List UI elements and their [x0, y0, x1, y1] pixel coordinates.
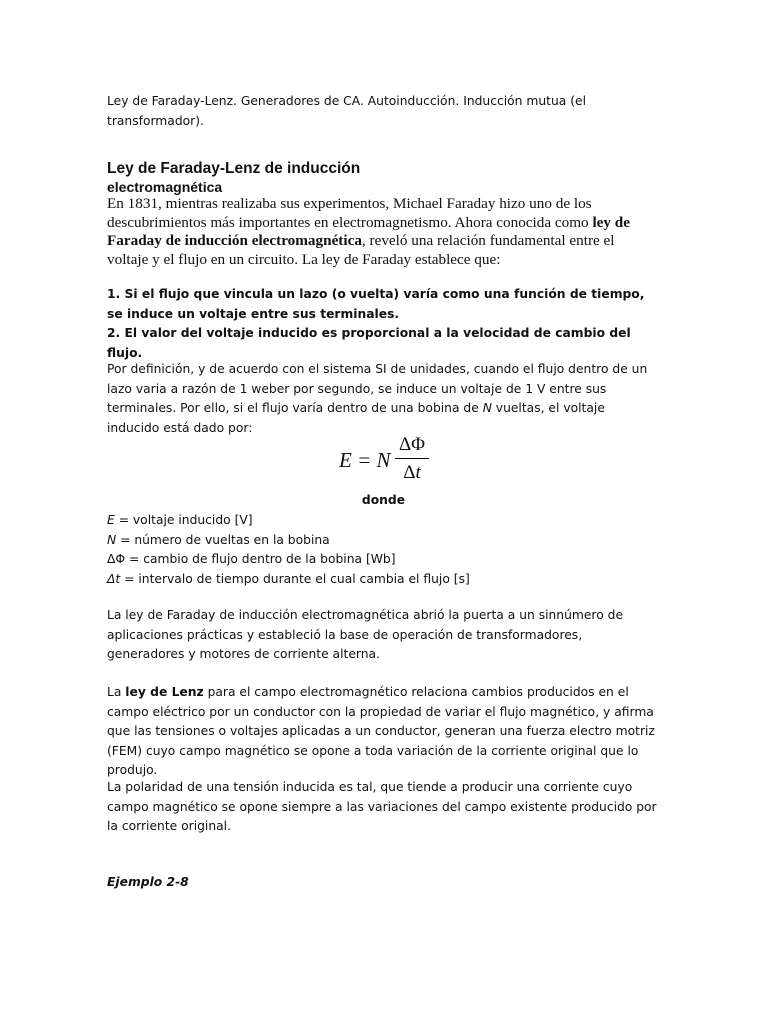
def-n	[107, 531, 667, 551]
faraday-intro-text-end: , reveló una relación fundamental entre el voltaje y el flujo en un circuito. La ley de Faraday establece que:	[107, 232, 615, 268]
rule-2: 2. El valor del voltaje inducido es proporcional a la velocidad de cambio del flujo.	[107, 326, 631, 360]
faraday-intro-text: En 1831, mientras realizaba sus experimentos, Michael Faraday hizo uno de los descubrimientos más importantes en electromagnetismo. Ahora conocida como	[107, 195, 593, 231]
def-e	[107, 511, 667, 531]
def-n-text: = número de vueltas en la bobina	[116, 532, 330, 547]
formula-fraction	[395, 434, 429, 484]
where-label	[107, 491, 660, 511]
applications-paragraph: La ley de Faraday de inducción electromagnética abrió la puerta a un sinnúmero de aplicaciones prácticas y estableció la base de operación de transformadores, generadores y motores de corriente alterna.	[107, 608, 624, 661]
def-delta-phi-symbol: ΔΦ	[107, 552, 126, 566]
section-title-line-2: electromagnética	[107, 179, 223, 195]
fraction-bar	[395, 458, 429, 459]
def-delta-t-symbol: Δt	[107, 571, 121, 586]
formula-lhs: E = N	[339, 448, 391, 472]
si-definition-paragraph	[107, 360, 655, 438]
def-e-symbol: E	[107, 513, 115, 527]
section-title	[107, 160, 667, 197]
denominator-delta: Δ	[403, 462, 416, 484]
lenz-paragraph	[107, 683, 663, 781]
variable-definitions	[107, 511, 667, 589]
def-delta-phi-text: = cambio de flujo dentro de la bobina [Wb]	[125, 552, 396, 566]
rule-1: 1. Si el flujo que vincula un lazo (o vuelta) varía como una función de tiempo, se induce un voltaje entre sus terminales.	[107, 287, 645, 321]
polarity-paragraph: La polaridad de una tensión inducida es tal, que tiende a producir una corriente cuyo campo magnético se opone siempre a las variaciones del campo existente producido por la corriente original.	[107, 780, 657, 833]
example-label: Ejemplo 2-8	[107, 875, 189, 889]
section-title-line-1: Ley de Faraday-Lenz de inducción	[107, 160, 361, 177]
def-delta-t	[107, 570, 667, 590]
faraday-law-name: ley de Faraday de inducción electromagnética	[107, 213, 630, 249]
def-delta-t-text: = intervalo de tiempo durante el cual cambia el flujo [s]	[120, 571, 470, 586]
denominator-var: t	[415, 462, 421, 484]
formula-denominator	[395, 462, 429, 484]
where-label-text: donde	[361, 493, 406, 507]
faraday-formula	[339, 434, 439, 488]
faraday-rules	[107, 285, 655, 363]
def-n-symbol: N	[107, 532, 117, 547]
intro-line-1: Ley de Faraday-Lenz. Generadores de CA. Autoinducción. Inducción mutua (el	[107, 94, 586, 108]
faraday-intro-paragraph	[107, 195, 647, 269]
si-definition-text-end: vueltas, el voltaje inducido está dado por:	[107, 401, 605, 435]
intro-line-2: transformador).	[107, 113, 204, 128]
lenz-law-name: ley de Lenz	[125, 685, 204, 699]
si-definition-text: Por definición, y de acuerdo con el sistema SI de unidades, cuando el flujo dentro de un lazo varia a razón de 1 weber por segundo, se induce un voltaje de 1 V entre sus terminales. Por ello, si el flujo varía dentro de una bobina de	[107, 362, 648, 415]
var-n: N	[482, 401, 492, 415]
def-delta-phi	[107, 550, 667, 570]
intro-heading	[107, 92, 667, 131]
def-e-text: = voltaje inducido [V]	[114, 513, 253, 527]
lenz-text-start: La	[107, 685, 126, 699]
formula-numerator: ΔΦ	[398, 434, 426, 455]
lenz-text: para el campo electromagnético relaciona cambios producidos en el campo eléctrico por un conductor con la propiedad de variar el flujo magnético, y afirma que las tensiones o voltajes aplicadas a un conductor, generan una fuerza electro motriz (FEM) cuyo campo magnético se opone a toda variación de la corriente original que lo produjo.	[107, 685, 655, 777]
